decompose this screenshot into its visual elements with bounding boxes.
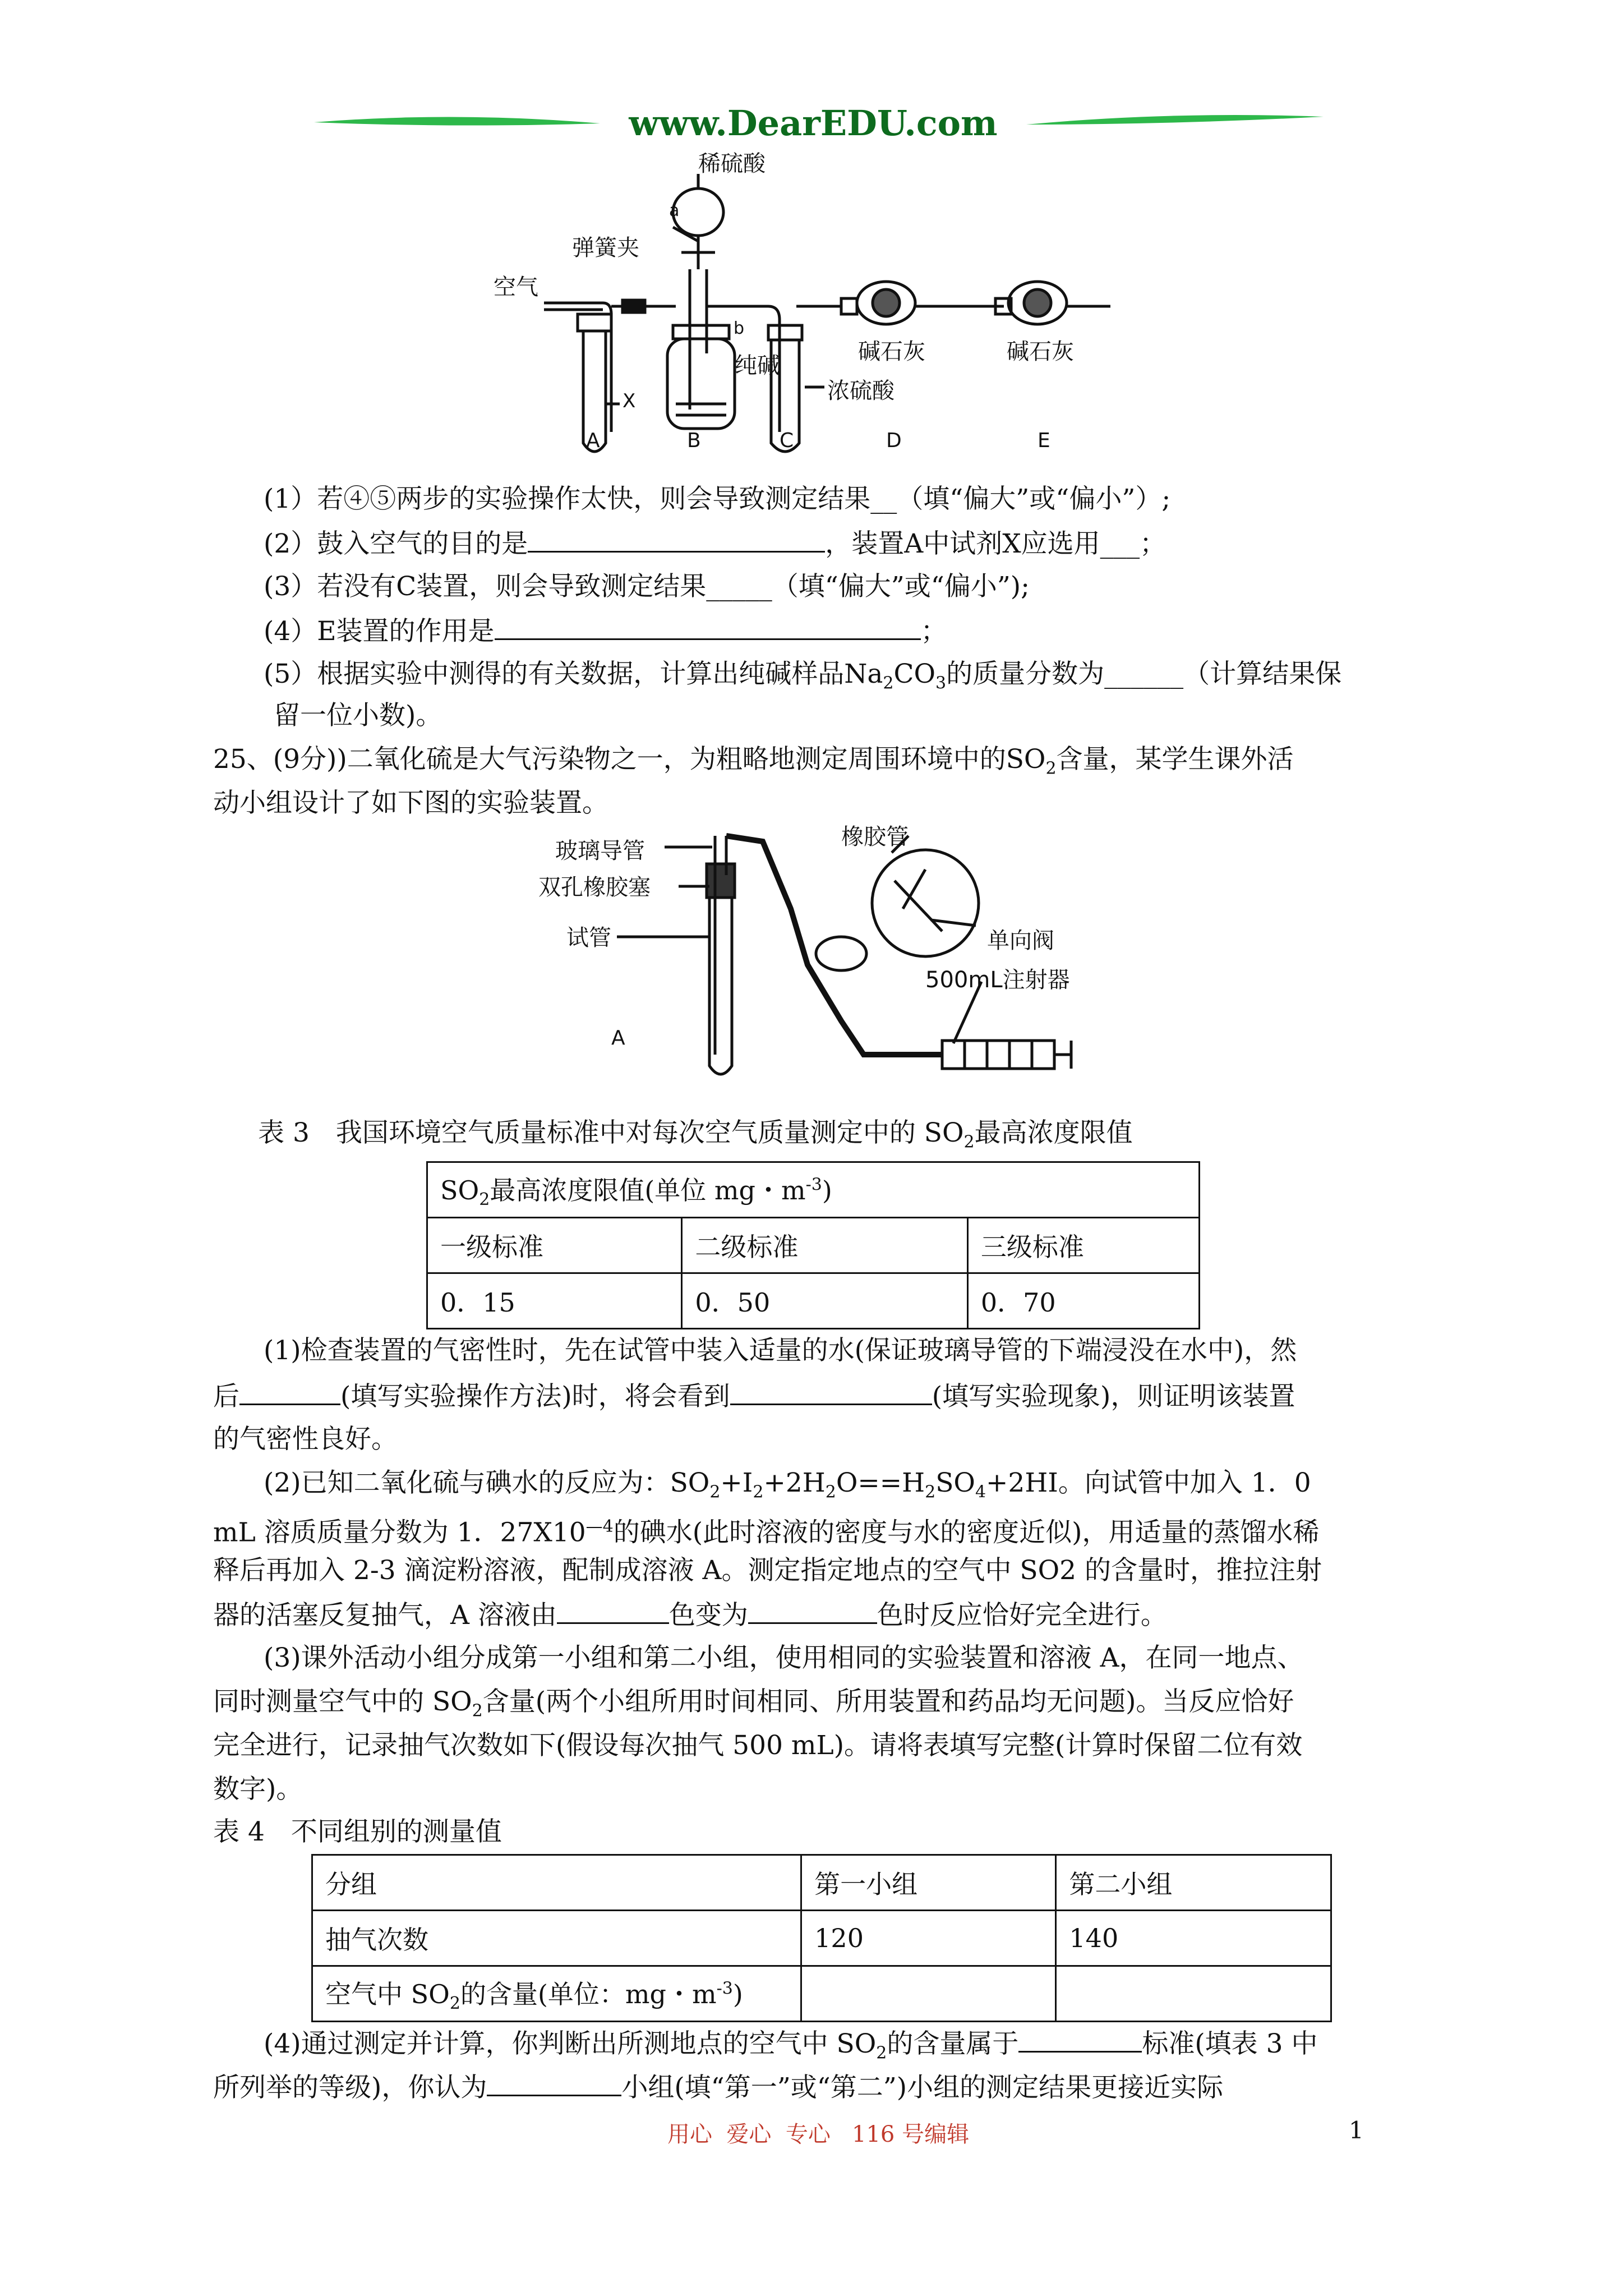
label-A: A xyxy=(586,429,600,452)
table3-header-row xyxy=(427,1162,1200,1218)
q25-s3-line2: 同时测量空气中的 $SO_2$含量(两个小组所用时间相同、所用装置和药品均无问题)。当反应恰好 xyxy=(213,1686,1294,1721)
label-x: X xyxy=(623,390,636,412)
table4-row-groups xyxy=(312,1855,1331,1911)
site-title[interactable]: www.DearEDU.com xyxy=(629,103,998,144)
q25-s2-line2: mL 溶质质量分数为 1．$27X10^{—4}$的碘水(此时溶液的密度与水的密度近似)，用适量的蒸馏水稀 xyxy=(213,1517,1320,1548)
table3-value-row xyxy=(427,1273,1200,1329)
table4-content-label: 空气中 $SO_2$的含量(单位：mg・$m^{-3}$) xyxy=(312,1966,801,2022)
table3-grade-1: 一级标准 xyxy=(427,1218,682,1273)
table4-count-second: 140 xyxy=(1056,1911,1331,1966)
table4-content-first-input[interactable] xyxy=(801,1966,1056,2022)
q25-s3-line3: 完全进行，记录抽气次数如下(假设每次抽气 500 mL)。请将表填写完整(计算时保留二位有效 xyxy=(213,1730,1303,1761)
table4-head-group: 分组 xyxy=(312,1855,801,1911)
label-glass-tube: 玻璃导管 xyxy=(555,838,645,864)
label-rubber-tube: 橡胶管 xyxy=(841,824,909,850)
q25-s1-line2: 后 (填写实验操作方法)时，将会看到 (填写实验现象)，则证明该装置 xyxy=(213,1379,1295,1414)
table4-count-label: 抽气次数 xyxy=(312,1911,801,1966)
table4-row-count xyxy=(312,1911,1331,1966)
figure-apparatus-2 xyxy=(538,819,1155,1088)
page-number: 1 xyxy=(1349,2116,1364,2144)
table3-header-cell: $SO_2$最高浓度限值(单位 mg・$m^{-3}$) xyxy=(427,1162,1200,1218)
q25-intro-line1: 25、(9分))二氧化硫是大气污染物之一，为粗略地测定周围环境中的$SO_2$含量，某学生课外活 xyxy=(213,744,1294,779)
q25-s4-line1: (4)通过测定并计算，你判断出所测地点的空气中 $SO_2$的含量属于 标准(填表 3 中 xyxy=(264,2026,1317,2070)
label-D: D xyxy=(886,429,902,452)
label-air: 空气 xyxy=(494,274,538,300)
label-dilute-sulfuric-acid: 稀硫酸 xyxy=(698,151,766,177)
q25-s2-line1: (2)已知二氧化硫与碘水的反应为：$SO_2+I_2+2H_2O==H_2SO_4+2HI$。向试管中加入 1．0 xyxy=(264,1467,1311,1502)
figure-apparatus-1 xyxy=(482,140,1155,466)
table4-head-second: 第二小组 xyxy=(1056,1855,1331,1911)
label-conc-sulfuric-acid: 浓硫酸 xyxy=(827,378,895,404)
label-B: B xyxy=(687,429,701,452)
apparatus-1-diagram xyxy=(482,140,1155,466)
q24-part3: (3）若没有C装置，则会导致测定结果_____（填“偏大”或“偏小”); xyxy=(264,571,1030,602)
table4-head-first: 第一小组 xyxy=(801,1855,1056,1911)
table3-grade-3: 三级标准 xyxy=(967,1218,1199,1273)
table4-measurements xyxy=(311,1854,1332,2022)
q24-part1: (1）若④⑤两步的实验操作太快，则会导致测定结果__（填“偏大”或“偏小”）; xyxy=(264,484,1171,514)
q25-s3-line1: (3)课外活动小组分成第一小组和第二小组，使用相同的实验装置和溶液 A，在同一地点、 xyxy=(264,1642,1304,1673)
q24-part2: (2）鼓入空气的目的是 ，装置A中试剂X应选用___； xyxy=(264,526,1166,561)
label-soda-lime-e: 碱石灰 xyxy=(1007,339,1074,365)
q25-s1-line3: 的气密性良好。 xyxy=(213,1424,398,1455)
table3-value-1: 0．15 xyxy=(427,1273,682,1329)
table4-caption: 表 4 不同组别的测量值 xyxy=(213,1816,502,1847)
table3-grade-row xyxy=(427,1218,1200,1273)
label-b: b xyxy=(734,319,745,338)
table3-value-3: 0．70 xyxy=(967,1273,1199,1329)
q25-s2-line4: 器的活塞反复抽气，A 溶液由 色变为 色时反应恰好完全进行。 xyxy=(213,1598,1167,1632)
label-C: C xyxy=(780,429,794,452)
q24-part5: (5）根据实验中测得的有关数据，计算出纯碱样品$Na_2CO_3$的质量分数为______（计算结果保 xyxy=(264,659,1342,693)
q25-s2-line3: 释后再加入 2-3 滴淀粉溶液，配制成溶液 A。测定指定地点的空气中 SO2 的含量时，推拉注射 xyxy=(213,1555,1322,1586)
table3-grade-2: 二级标准 xyxy=(682,1218,967,1273)
label-a: a xyxy=(669,201,680,220)
label-test-tube: 试管 xyxy=(566,925,611,951)
table4-content-second-input[interactable] xyxy=(1056,1966,1331,2022)
table3-so2-limits xyxy=(426,1161,1200,1329)
label-E: E xyxy=(1038,429,1050,452)
label-stopper: 双孔橡胶塞 xyxy=(538,875,651,900)
footer-note: 用心 爱心 专心 116 号编辑 xyxy=(667,2122,970,2147)
table3-value-2: 0．50 xyxy=(682,1273,967,1329)
q24-part4: (4）E装置的作用是 ； xyxy=(264,614,947,648)
q25-intro-line2: 动小组设计了如下图的实验装置。 xyxy=(213,788,608,818)
table4-row-content xyxy=(312,1966,1331,2022)
label-syringe: 500mL注射器 xyxy=(925,967,1070,993)
label-soda-lime-d: 碱石灰 xyxy=(858,339,925,365)
table4-count-first: 120 xyxy=(801,1911,1056,1966)
table3-caption: 表 3 我国环境空气质量标准中对每次空气质量测定中的 $SO_2$最高浓度限值 xyxy=(258,1117,1133,1152)
label-spring-clamp: 弹簧夹 xyxy=(572,235,639,261)
q25-s1-line1: (1)检查装置的气密性时，先在试管中装入适量的水(保证玻璃导管的下端浸没在水中)，然 xyxy=(264,1335,1297,1366)
q25-s3-line4: 数字)。 xyxy=(213,1774,303,1805)
q24-part5-cont: 留一位小数)。 xyxy=(274,700,442,731)
label-check-valve: 单向阀 xyxy=(987,928,1054,954)
q25-s4-line2: 所列举的等级)，你认为 小组(填“第一”或“第二”)小组的测定结果更接近实际 xyxy=(213,2070,1223,2105)
label-soda: 纯碱 xyxy=(735,353,780,379)
label-A-tube: A xyxy=(611,1027,625,1050)
